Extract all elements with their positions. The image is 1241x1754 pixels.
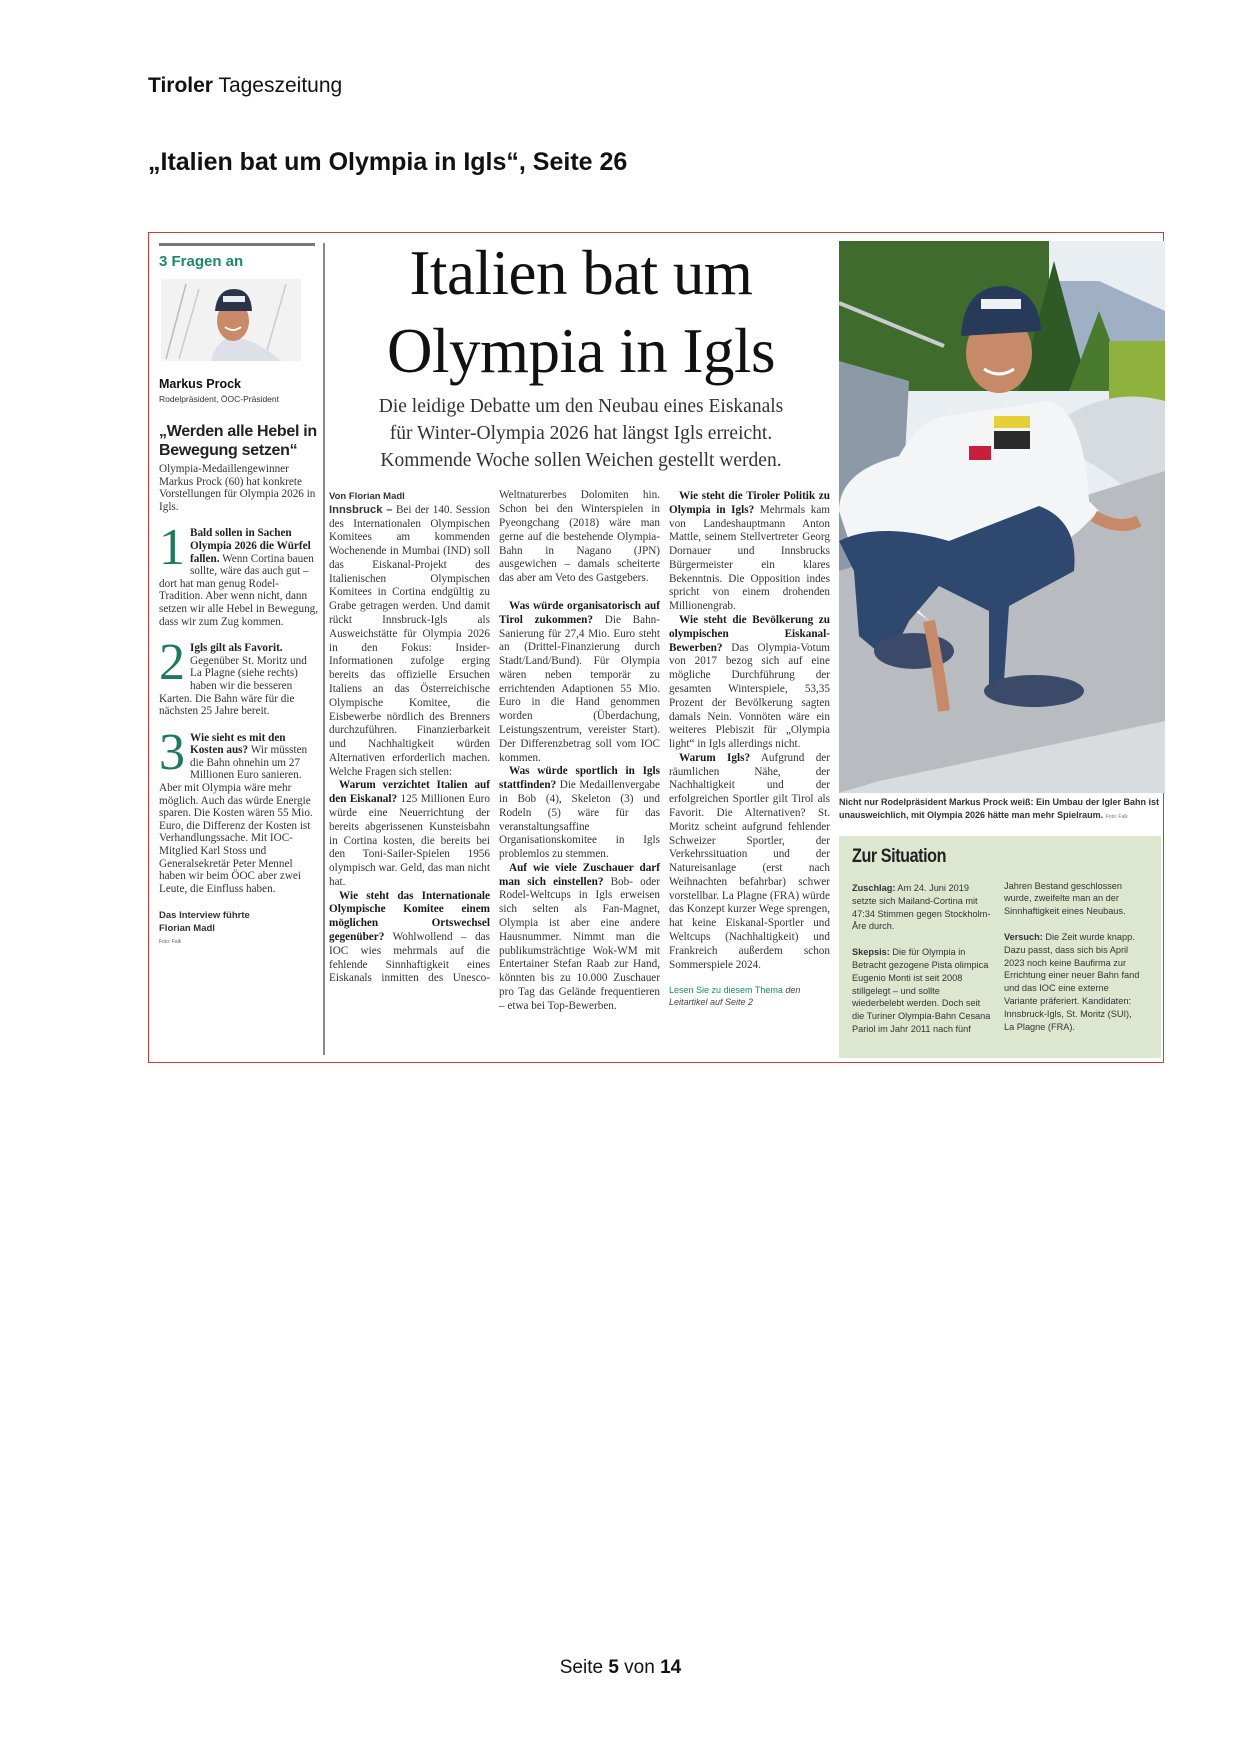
interview-quote-headline: „Werden alle Hebel in Bewegung setzen“	[159, 423, 317, 459]
question-lead: Was würde organisatorisch auf Tirol zukommen?	[499, 600, 660, 626]
article-paragraph	[669, 490, 830, 614]
credit-line: Das Interview führte	[159, 910, 250, 922]
info-box-column	[852, 882, 992, 1049]
info-box-title: Zur Situation	[852, 846, 947, 867]
answer-number: 3	[159, 723, 185, 781]
info-item-text: Die für Olympia in Betracht gezogene Pista olimpica Eugenio Monti ist seit 2008 stillgelegt – und sollte wiederbelebt werden. Doch seit die Turiner Olympia-Bahn Cesana Pariol im Jahr 2011 nach fünf	[852, 947, 991, 1034]
deck-line: Kommende Woche sollen Weichen gestellt werden.	[380, 450, 782, 471]
article-paragraph	[669, 614, 830, 752]
question-lead: Warum Igls?	[679, 751, 751, 764]
column-divider	[323, 243, 325, 1055]
info-item	[1004, 931, 1144, 1033]
article-paragraph	[329, 890, 490, 987]
info-box-column	[1004, 880, 1144, 1046]
article-paragraph	[669, 752, 830, 973]
answer-text: Wir müssten die Bahn ohnehin um 27 Millionen Euro sanieren. Aber mit Olympia wäre mehr möglich. Auch das würde Energie sparen. Die Kosten wären 55 Mio. Euro, die Differenz der Kosten ist Verhandlungssache. Mit IOC-Mitglied Karl Stoss und Generalsekretär Peter Mennel haben wir beim ÖOC aber zwei Leute, die Einfluss haben.	[159, 744, 313, 895]
article-header	[327, 233, 835, 474]
paragraph-text: Aufgrund der räumlichen Nähe, der Nachhaltigkeit und der erfolgreichen Sportler gilt Tirol als Favorit. Die Alternativen? St. Moritz scheint aufgrund fehlender Schweizer Sportler, der Verkehrssituation und der Natureisanlage (erst nach Weihnachten befahrbar) schwer vorstellbar. La Plagne (FRA) würde das Konzept kurzer Wege sprengen, hat keine Eiskanal-Sportler und Weltcups (Nachhaltigkeit) und Frankreich außerdem schon Sommerspiele 2024.	[669, 751, 830, 971]
paragraph-text: Wohlwollend – das IOC wies mehrmals auf die fehlende Sinnhaftigkeit eines Eiskanals inmitten des Unesco-	[329, 931, 490, 985]
current-page: 5	[608, 1657, 619, 1678]
read-more-note	[669, 984, 830, 1008]
info-item-text: Jahren Bestand geschlossen wurde, zweifelte man an der Sinnhaftigkeit eines Neubaus.	[1004, 880, 1126, 917]
paragraph-text: Das Olympia-Votum von 2017 bezog sich auf eine mögliche Durchführung der gesamten Winterspiele, 53,35 Prozent der Bevölkerung sagten damals Nein. Vonnöten wäre ein weiteres Plebiszit für „Olympia light“ in Igls allerdings nicht.	[669, 641, 830, 751]
article-clipping	[148, 232, 1164, 1063]
article-column	[329, 490, 490, 987]
answer-lead: Bald sollen in Sachen Olympia 2026 die Würfel fallen.	[190, 527, 311, 565]
interview-sidebar	[159, 243, 319, 1055]
article-paragraph	[499, 862, 660, 1014]
clipping-title: „Italien bat um Olympia in Igls“, Seite 26	[148, 148, 628, 176]
article-column	[499, 490, 660, 1013]
answer-number: 1	[159, 519, 185, 577]
paragraph-text: 125 Millionen Euro würde eine Neuerrichtung der bereits abgerissenen Kunsteisbahn in Cortina kosten, die bereits bei den Toni-Sailer-Spielen 1956 olympisch war. Geld, das man nicht hat.	[329, 793, 491, 888]
interviewee-name: Markus Prock	[159, 377, 241, 391]
answer-lead: Igls gilt als Favorit.	[190, 642, 283, 655]
info-item	[852, 882, 992, 933]
dateline: Innsbruck –	[329, 503, 393, 516]
answer-number: 2	[159, 634, 185, 692]
deck-line: Die leidige Debatte um den Neubau eines Eiskanals	[378, 396, 784, 417]
answer-text: Gegenüber St. Moritz und La Plagne (siehe rechts) haben wir die besseren Karten. Die Bahn wäre für die nächsten 25 Jahre bereit.	[159, 654, 307, 718]
headline-line: Italien bat um	[409, 238, 753, 308]
paragraph-overflow	[499, 490, 660, 586]
paragraph-text: Weltnaturerbes Dolomiten hin. Schon bei den Winterspielen in Pyeongchang (2018) wäre man gerne auf die bestehende Olympia-Bahn in Nagano (JPN) ausgewichen – damals scheiterte das aber am Veto des Gastgebers.	[499, 490, 660, 585]
article-column	[669, 490, 830, 1008]
newspaper-name-bold: Tiroler	[148, 74, 213, 97]
interview-credit	[159, 909, 319, 935]
footer-text: Seite	[559, 1657, 609, 1678]
photo-credit: Foto: Falk	[159, 939, 182, 946]
info-item-lead: Versuch:	[1004, 932, 1043, 942]
info-item	[852, 946, 992, 1036]
article-paragraph	[329, 504, 490, 780]
interview-answer	[159, 723, 319, 896]
photo-credit: Foto: Falk	[1105, 813, 1128, 820]
info-box	[839, 836, 1161, 1058]
paragraph-text: Mehrmals kam von Landeshauptmann Anton Mattle, seinem Stellvertreter Georg Dornauer und Innsbrucks Bürgermeister ein klares Bekenntnis. Die Opposition indes spricht von einem drohenden Millionengrab.	[669, 503, 831, 613]
info-item-lead: Skepsis:	[852, 947, 890, 958]
byline: Von Florian Madl	[329, 491, 405, 502]
info-item-continued	[1004, 880, 1144, 918]
article-photo	[839, 241, 1165, 793]
headline-line: Olympia in Igls	[387, 316, 775, 386]
article-paragraph	[499, 600, 660, 765]
info-item-text: Am 24. Juni 2019 setzte sich Mailand-Cortina mit 47:34 Stimmen gegen Stockholm-Åre durch.	[852, 883, 991, 932]
info-item-text: Die Zeit wurde knapp. Dazu passt, dass sich bis April 2023 noch keine Baufirma zur Errichtung einer neuer Bahn fand und das IOC eine externe Variante präferiert. Kandidaten: Innsbruck-Igls, St. Moritz (SUI), La Plagne (FRA).	[1004, 932, 1140, 1032]
paragraph-text: Bob- oder Rodel-Weltcups in Igls erweisen sich selten als Fan-Magnet, Olympia ist aber eine andere Hausnummer. Nimmt man die publikumsträchtige Wok-WM mit Entertainer Stefan Raab zur Hand, könnten bis zu 10.000 Zuschauer pro Tag das Gelände frequentieren – etwa bei Top-Bewerben.	[499, 875, 660, 1012]
question-lead: Wie steht das Internationale Olympische Komitee einem möglichen Ortswechsel gegenüber?	[329, 889, 490, 943]
question-lead: Wie steht die Bevölkerung zu olympischen Eiskanal-Bewerben?	[669, 614, 830, 654]
interview-kicker: 3 Fragen an	[159, 253, 244, 270]
question-lead: Was würde sportlich in Igls stattfinden?	[499, 765, 660, 792]
answer-lead: Wie sieht es mit den Kosten aus?	[190, 731, 286, 757]
interview-intro: Olympia-Medaillengewinner Markus Prock (60) hat konkrete Vorstellungen für Olympia 2026 in Igls.	[159, 463, 316, 513]
paragraph-text: Die Medaillenvergabe in Bob (4), Skeleton (3) und Rodeln (5) wäre für das veranstaltungsaffine Organisationskomitee in Igls problemlos zu stemmen.	[499, 779, 660, 861]
divider	[159, 243, 315, 246]
article-paragraph-continued	[499, 490, 660, 600]
info-item-overflow	[1004, 880, 1144, 918]
answer-text: Wenn Cortina bauen sollte, wäre das auch gut – dort hat man genug Rodel-Tradition. Aber wenn nicht, dann setzen wir alle Hebel in Bewegung, dass wir zum Zug kommen.	[159, 552, 319, 628]
read-more-text: den Leitartikel auf Seite 2	[669, 985, 801, 1008]
article-paragraph	[329, 779, 490, 889]
credit-author: Florian Madl	[159, 923, 215, 935]
question-lead: Wie steht die Tiroler Politik zu Olympia in Igls?	[669, 490, 830, 516]
paragraph-text: Bei der 140. Session des Internationalen Olympischen Komitees am kommenden Wochenende in Mumbai (IND) soll das Eiskanal-Projekt des Italienischen Olympischen Komitees in Cortina endgültig zu Grabe getragen werden. Und damit rückt Innsbruck-Igls als Ausweichstätte für Olympia 2026 in den Fokus: Insider-Informationen zufolge erging bereits das offizielle Ersuchen Italiens an das Österreichische Olympische Komitee, die Eisbewerbe nördlich des Brenners durchzuführen. Finanzierbarkeit und Nachhaltigkeit würden Alternativen erforderlich machen. Welche Fragen sich stellen:	[329, 503, 490, 778]
interview-answer	[159, 519, 319, 628]
interview-answer	[159, 634, 319, 718]
total-pages: 14	[660, 1657, 682, 1678]
photo-caption	[839, 796, 1161, 823]
article-paragraph	[499, 765, 660, 861]
newspaper-name-rest: Tageszeitung	[218, 74, 343, 97]
page-footer	[0, 1657, 1241, 1679]
question-lead: Auf wie viele Zuschauer darf man sich einstellen?	[499, 861, 660, 888]
interviewee-role: Rodelpräsident, ÖOC-Präsident	[159, 394, 280, 404]
paragraph-text: Die Bahn-Sanierung für 27,4 Mio. Euro steht an (Drittel-Finanzierung durch Stadt/Land/Bund). Für Olympia wären neben temporär zu errichtenden Adaptionen 55 Mio. Euro in die Hand genommen worden (Überdachung, Leistungszentrum, vereister Start). Der Differenzbetrag soll vom IOC kommen.	[499, 613, 660, 764]
read-more-highlight: Lesen Sie zu diesem Thema	[669, 985, 783, 996]
caption-text: Nicht nur Rodelpräsident Markus Prock weiß: Ein Umbau der Igler Bahn ist unausweichlich, mit Olympia 2026 hätte man mehr Spielraum.	[839, 797, 1160, 820]
footer-text: von	[618, 1657, 661, 1678]
question-lead: Warum verzichtet Italien auf den Eiskanal?	[329, 779, 490, 806]
newspaper-name	[148, 74, 342, 98]
info-item-lead: Zuschlag:	[852, 883, 896, 893]
deck-line: für Winter-Olympia 2026 hat längst Igls erreicht.	[389, 423, 773, 444]
portrait-photo	[161, 279, 301, 361]
